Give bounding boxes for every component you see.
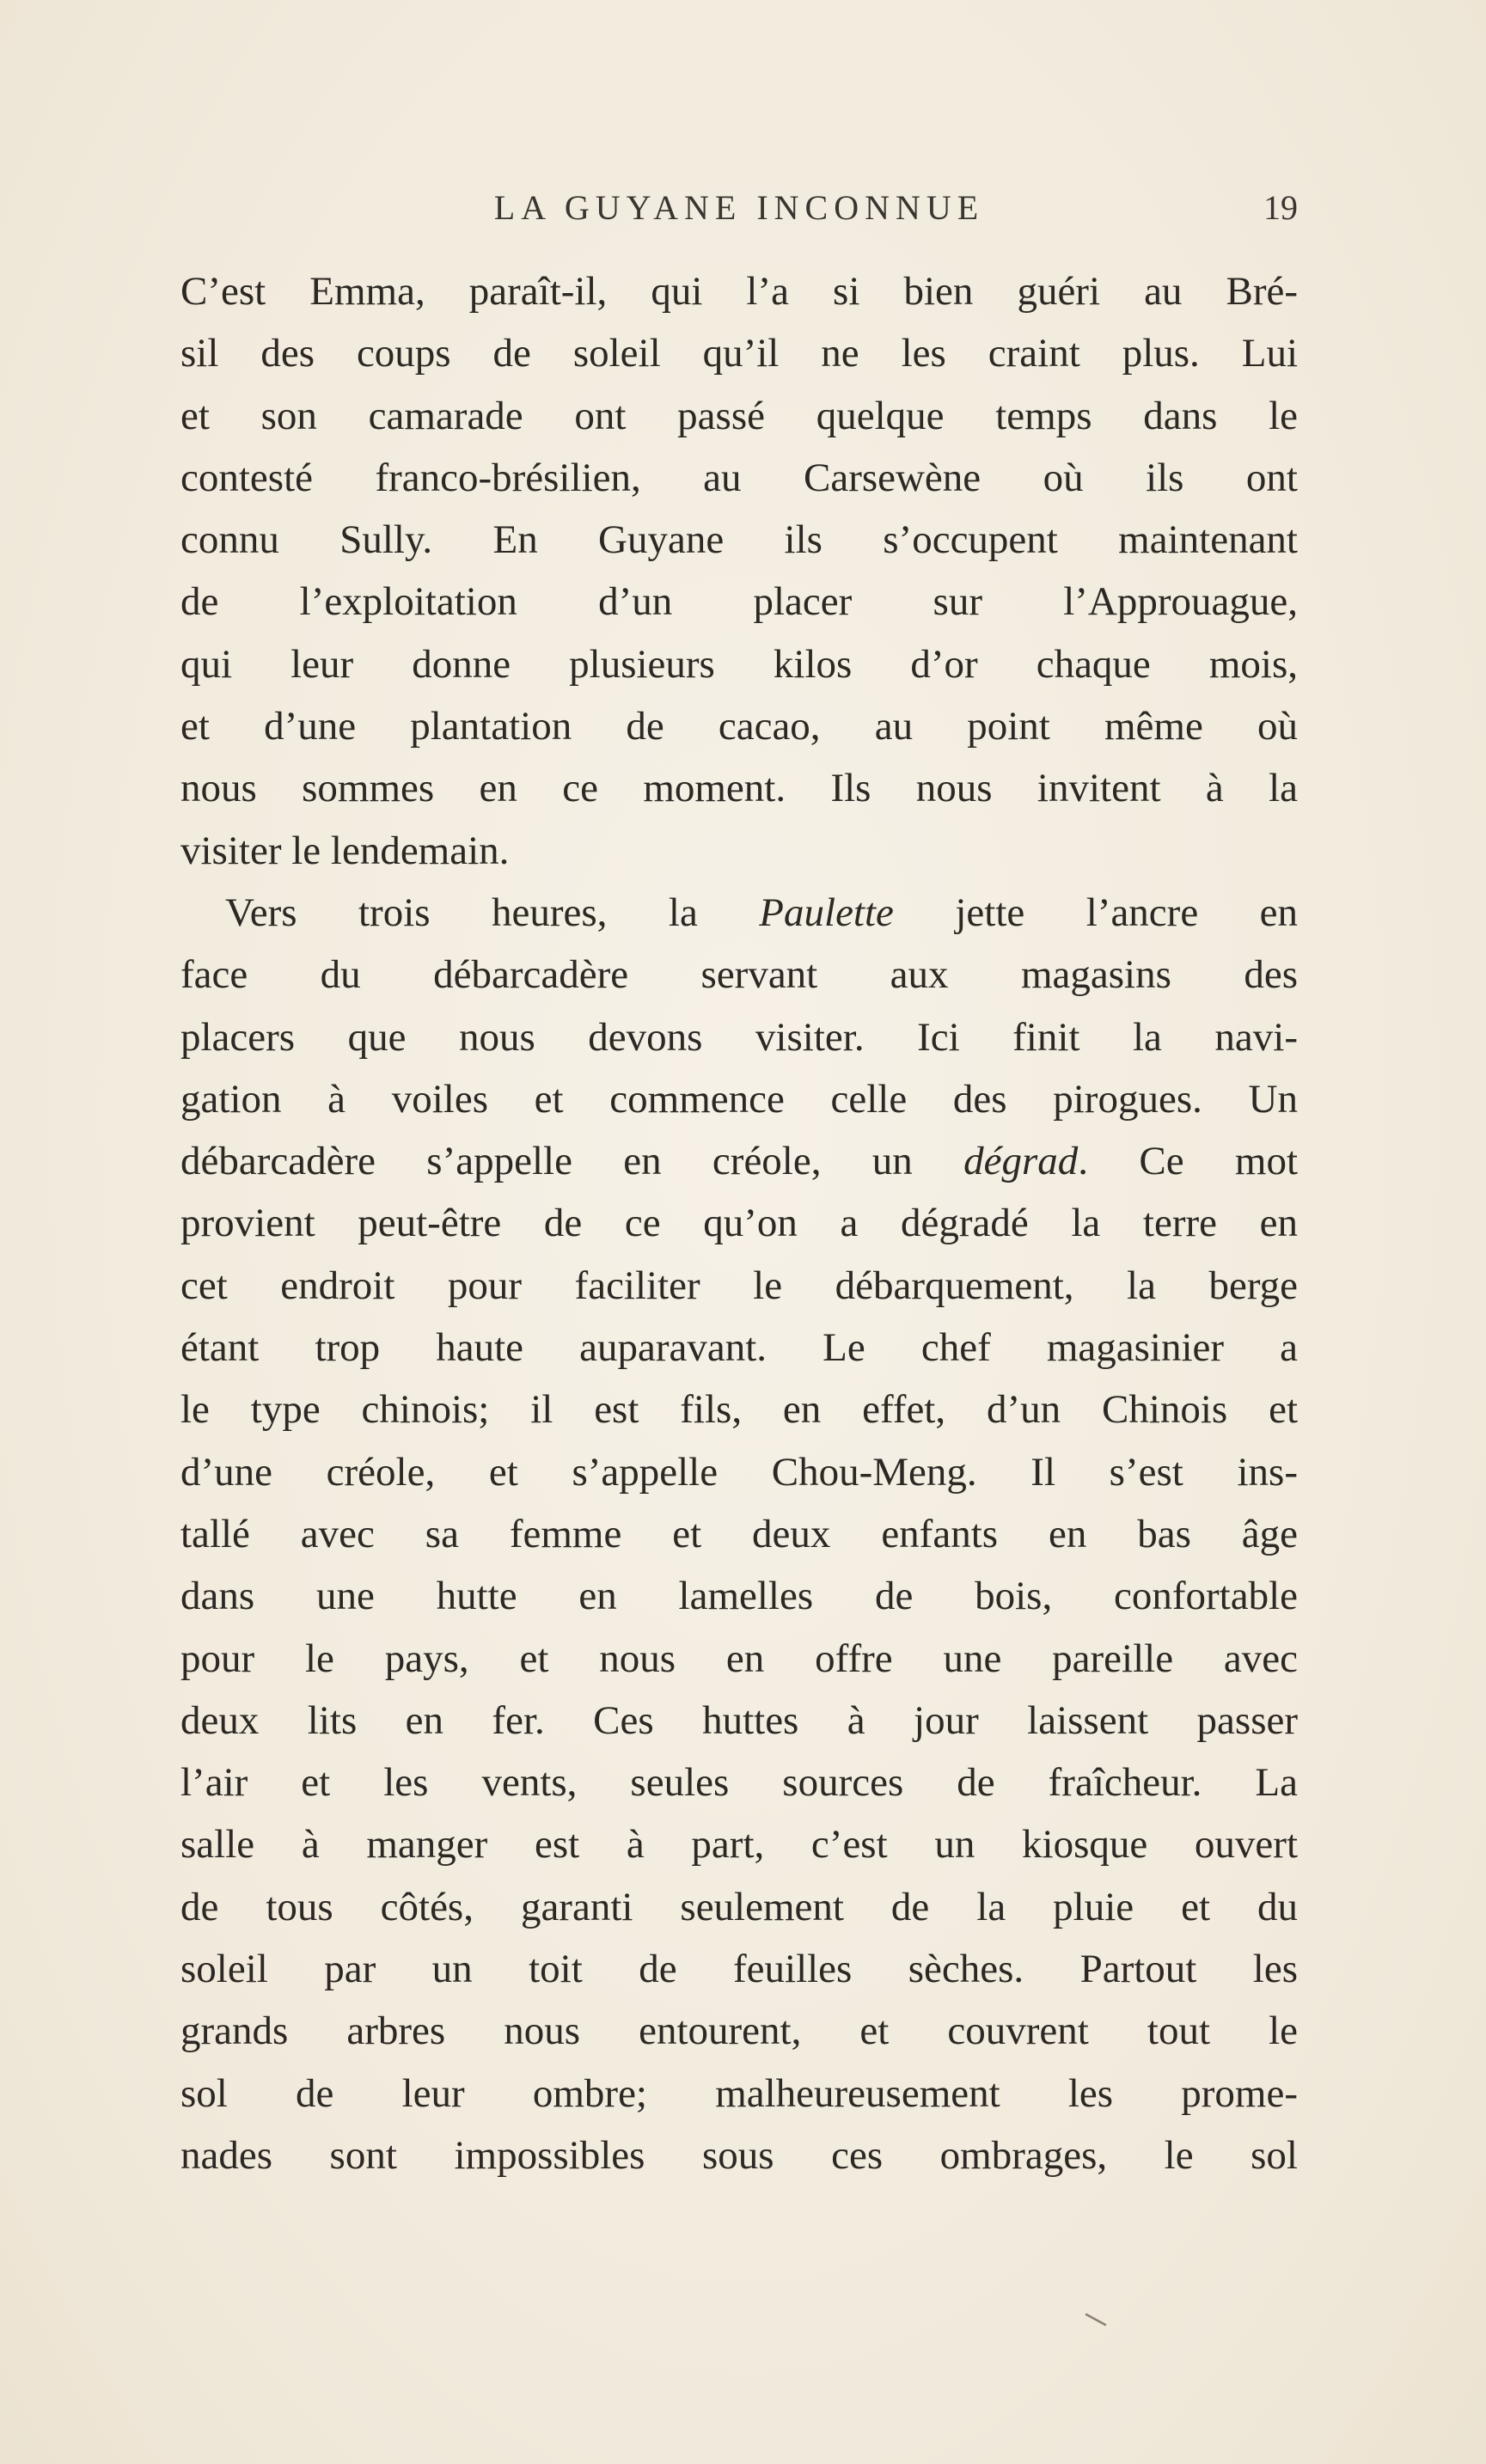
text-line [180, 882, 1298, 944]
text-line: placers que nous devons visiter. Ici finit la navi- [180, 1014, 1298, 1060]
italic-term: dégrad [963, 1139, 1079, 1184]
text-line: le type chinois; il est fils, en effet, d’un Chinois et [180, 1387, 1298, 1433]
text-segment: . Ce mot [1078, 1139, 1298, 1184]
running-title: LA GUYANE INCONNUE [493, 188, 985, 227]
text-segment: jette l’ancre en [893, 890, 1298, 935]
text-line: l’air et les vents, seules sources de fraîcheur. La [180, 1760, 1298, 1806]
text-line: grands arbres nous entourent, et couvrent tout le [180, 2008, 1298, 2054]
text-line: d’une créole, et s’appelle Chou-Meng. Il s’est ins- [180, 1449, 1298, 1495]
text-line: et d’une plantation de cacao, au point même où [180, 704, 1298, 749]
text-line: soleil par un toit de feuilles sèches. Partout les [180, 1947, 1298, 1992]
body-text [180, 260, 1298, 2186]
ink-speck [1085, 2312, 1109, 2327]
text-line: sil des coups de soleil qu’il ne les craint plus. Lui [180, 331, 1298, 376]
running-head [180, 187, 1298, 239]
text-line: et son camarade ont passé quelque temps dans le [180, 393, 1298, 438]
text-line: deux lits en fer. Ces huttes à jour laissent passer [180, 1697, 1298, 1743]
text-line: dans une hutte en lamelles de bois, confortable [180, 1574, 1298, 1619]
text-line: provient peut-être de ce qu’on a dégradé la terre en [180, 1201, 1298, 1246]
text-line: de l’exploitation d’un placer sur l’Approuague, [180, 579, 1298, 625]
page-number: 19 [1263, 188, 1298, 227]
text-line: sol de leur ombre; malheureusement les prome- [180, 2070, 1298, 2116]
text-line: contesté franco-brésilien, au Carsewène où ils ont [180, 455, 1298, 500]
text-line: salle à manger est à part, c’est un kiosque ouvert [180, 1822, 1298, 1868]
text-line: étant trop haute auparavant. Le chef magasinier a [180, 1325, 1298, 1371]
text-line: C’est Emma, paraît-il, qui l’a si bien guéri au Bré- [180, 269, 1298, 314]
text-segment: Vers trois heures, la [225, 890, 760, 935]
text-line: qui leur donne plusieurs kilos d’or chaque mois, [180, 641, 1298, 687]
text-line: gation à voiles et commence celle des pirogues. Un [180, 1076, 1298, 1122]
text-line: de tous côtés, garanti seulement de la pluie et du [180, 1884, 1298, 1929]
text-line: connu Sully. En Guyane ils s’occupent maintenant [180, 517, 1298, 563]
text-line: cet endroit pour faciliter le débarquement, la berge [180, 1263, 1298, 1308]
text-line: nous sommes en ce moment. Ils nous invitent à la [180, 766, 1298, 811]
text-line: pour le pays, et nous en offre une pareille avec [180, 1636, 1298, 1681]
text-line: visiter le lendemain. [180, 828, 510, 873]
italic-ship-name: Paulette [759, 890, 894, 935]
text-line: nades sont impossibles sous ces ombrages, le sol [180, 2132, 1298, 2178]
text-line: tallé avec sa femme et deux enfants en bas âge [180, 1511, 1298, 1556]
text-line: face du débarcadère servant aux magasins des [180, 952, 1298, 998]
text-segment: débarcadère s’appelle en créole, un [180, 1139, 964, 1184]
text-line [180, 1130, 1298, 1192]
